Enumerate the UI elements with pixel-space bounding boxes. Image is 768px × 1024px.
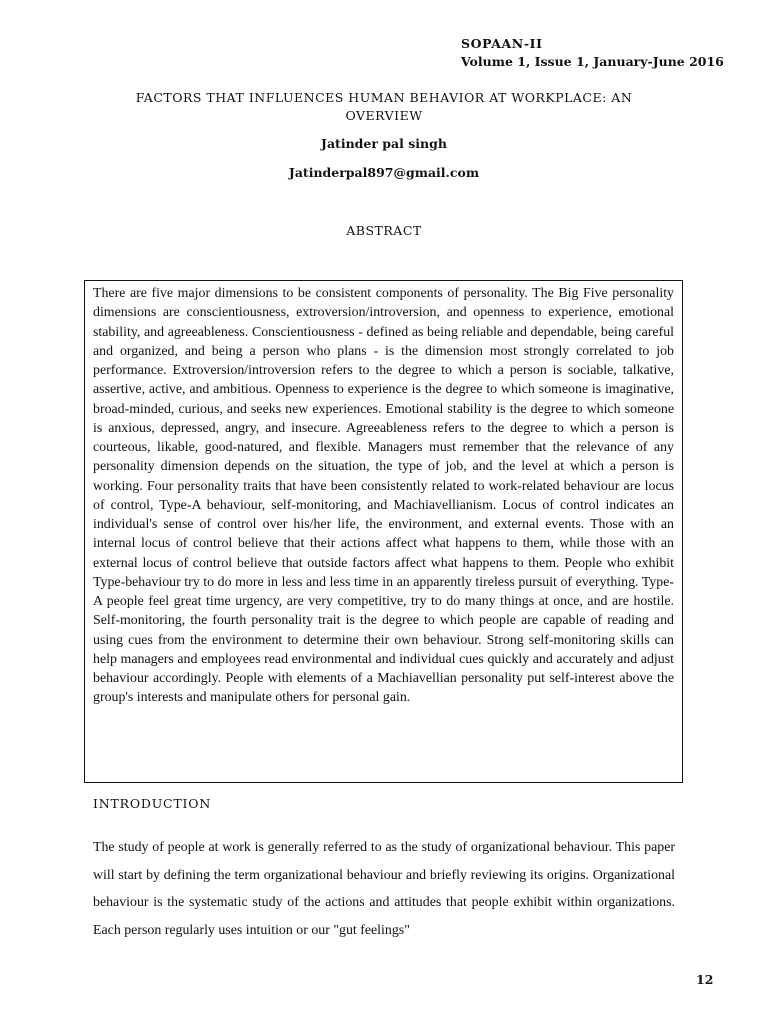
introduction-heading: INTRODUCTION [93,796,212,811]
journal-volume: Volume 1, Issue 1, January-June 2016 [461,54,724,69]
abstract-box [84,280,683,783]
author-email[interactable]: Jatinderpal897@gmail.com [288,165,480,180]
paper-title: FACTORS THAT INFLUENCES HUMAN BEHAVIOR AT WORKPLACE: AN OVERVIEW [135,90,633,123]
abstract-text: There are five major dimensions to be consistent components of personality. The Big Five personality dimensions are conscientiousness, extroversion/introversion, and openness to experience, emotional stability, and agreeableness. Conscientiousness - defined as being reliable and dependable, being careful and organized, and being a person who plans - is the dimension most strongly correlated to job performance. Extroversion/introversion refers to the degree to which a person is sociable, talkative, assertive, active, and ambitious. Openness to experience is the degree to which someone is imaginative, broad-minded, curious, and seeks new experiences. Emotional stability is the degree to which someone is anxious, depressed, angry, and insecure. Agreeableness refers to the degree to which a person is courteous, likable, good-natured, and flexible. Managers must remember that the relevance of any personality dimension depends on the situation, the type of job, and the level at which a person is working. Four personality traits that have been consistently related to work-related behaviour are locus of control, Type-A behaviour, self-monitoring, and Machiavellianism. Locus of control indicates an individual's sense of control over his/her life, the environment, and external events. Those with an internal locus of control believe that their actions affect what happens to them, while those with an external locus of control believe that outside factors affect what happens to them. People who exhibit Type-behaviour try to do more in less and less time in an apparently tireless pursuit of everything. Type-A people feel great time urgency, are very competitive, try to do many things at once, and are hostile. Self-monitoring, the fourth personality trait is the degree to which people are capable of reading and using cues from the environment to determine their own behaviour. Strong self-monitoring skills can help managers and employees read environmental and individual cues quickly and accurately and adjust behaviour accordingly. People with elements of a Machiavellian personality put self-interest above the group's interests and manipulate others for personal gain. [93,286,674,706]
journal-header [461,35,724,71]
abstract-heading: ABSTRACT [346,223,422,238]
introduction-text: The study of people at work is generally referred to as the study of organizational behaviour. This paper will start by defining the term organizational behaviour and briefly reviewing its origins. Organizational behaviour is the systematic study of the actions and attitudes that people exhibit within organizations. Each person regularly uses intuition or our "gut feelings" [93,840,675,938]
journal-name: SOPAAN-II [461,36,543,51]
author-name: Jatinder pal singh [321,136,447,151]
page-number: 12 [696,972,714,987]
